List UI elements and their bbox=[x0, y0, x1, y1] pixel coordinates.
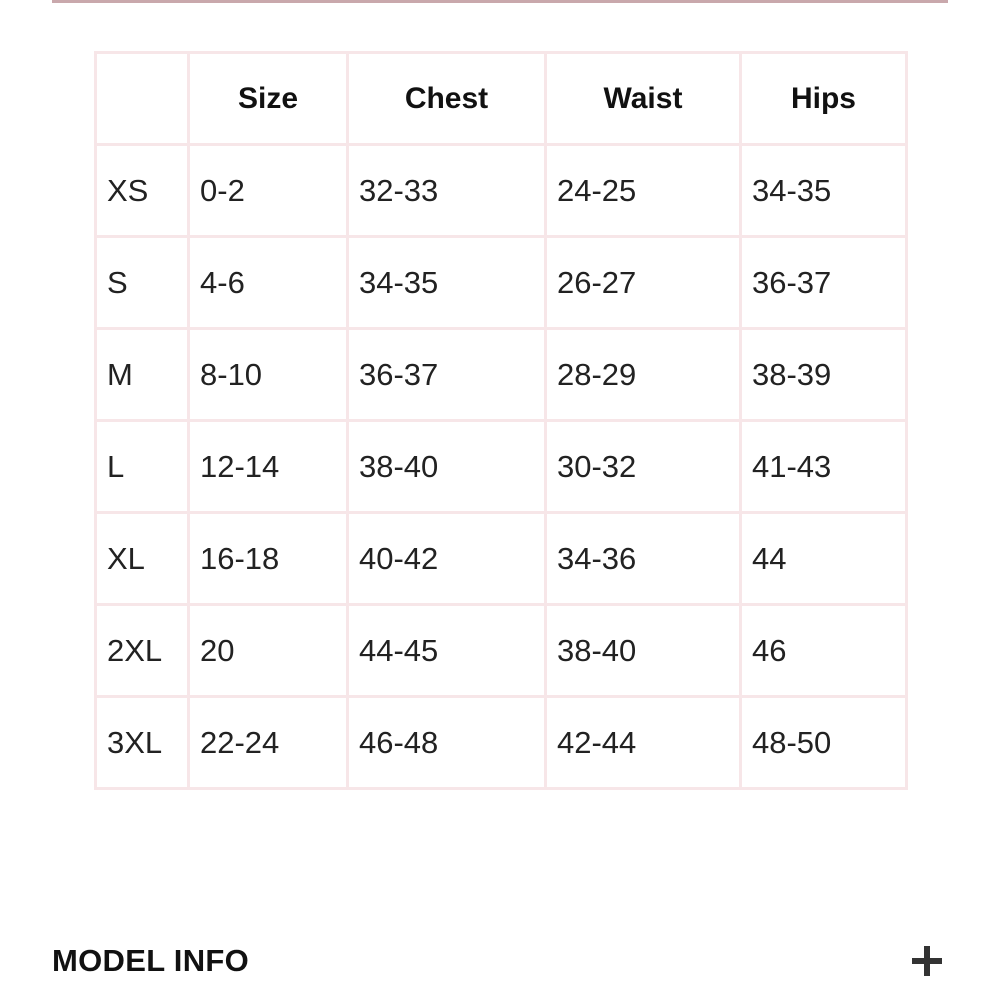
table-cell-chest: 46-48 bbox=[348, 697, 546, 789]
table-cell-waist: 42-44 bbox=[546, 697, 741, 789]
table-cell-chest: 32-33 bbox=[348, 145, 546, 237]
table-cell-size-label: S bbox=[96, 237, 189, 329]
table-cell-waist: 24-25 bbox=[546, 145, 741, 237]
table-row bbox=[96, 329, 907, 421]
table-cell-hips: 34-35 bbox=[741, 145, 907, 237]
table-row bbox=[96, 421, 907, 513]
table-cell-waist: 26-27 bbox=[546, 237, 741, 329]
table-cell-waist: 28-29 bbox=[546, 329, 741, 421]
table-cell-size: 16-18 bbox=[189, 513, 348, 605]
table-cell-hips: 38-39 bbox=[741, 329, 907, 421]
table-cell-size-label: M bbox=[96, 329, 189, 421]
table-cell-chest: 36-37 bbox=[348, 329, 546, 421]
table-row bbox=[96, 697, 907, 789]
table-cell-hips: 48-50 bbox=[741, 697, 907, 789]
table-cell-chest: 44-45 bbox=[348, 605, 546, 697]
table-cell-size: 4-6 bbox=[189, 237, 348, 329]
table-cell-size-label: L bbox=[96, 421, 189, 513]
table-row bbox=[96, 145, 907, 237]
table-cell-chest: 38-40 bbox=[348, 421, 546, 513]
table-row bbox=[96, 237, 907, 329]
table-row bbox=[96, 605, 907, 697]
table-cell-hips: 36-37 bbox=[741, 237, 907, 329]
model-info-label: MODEL INFO bbox=[52, 943, 250, 978]
table-cell-size: 0-2 bbox=[189, 145, 348, 237]
table-cell-hips: 46 bbox=[741, 605, 907, 697]
top-divider bbox=[52, 0, 948, 3]
table-header-row bbox=[96, 53, 907, 145]
table-cell-size: 8-10 bbox=[189, 329, 348, 421]
table-cell-hips: 44 bbox=[741, 513, 907, 605]
table-cell-size: 22-24 bbox=[189, 697, 348, 789]
header-cell-hips: Hips bbox=[741, 53, 907, 145]
size-chart-table bbox=[94, 51, 908, 790]
table-cell-waist: 30-32 bbox=[546, 421, 741, 513]
header-cell-size: Size bbox=[189, 53, 348, 145]
table-cell-size-label: XL bbox=[96, 513, 189, 605]
header-cell-chest: Chest bbox=[348, 53, 546, 145]
header-cell-label bbox=[96, 53, 189, 145]
table-cell-size: 12-14 bbox=[189, 421, 348, 513]
table-cell-size: 20 bbox=[189, 605, 348, 697]
model-info-accordion[interactable] bbox=[52, 938, 948, 984]
header-cell-waist: Waist bbox=[546, 53, 741, 145]
table-cell-chest: 40-42 bbox=[348, 513, 546, 605]
table-cell-size-label: 2XL bbox=[96, 605, 189, 697]
table-cell-size-label: 3XL bbox=[96, 697, 189, 789]
table-cell-waist: 34-36 bbox=[546, 513, 741, 605]
table-cell-waist: 38-40 bbox=[546, 605, 741, 697]
table-row bbox=[96, 513, 907, 605]
table-cell-hips: 41-43 bbox=[741, 421, 907, 513]
plus-icon[interactable] bbox=[912, 946, 942, 976]
table-cell-chest: 34-35 bbox=[348, 237, 546, 329]
table-cell-size-label: XS bbox=[96, 145, 189, 237]
